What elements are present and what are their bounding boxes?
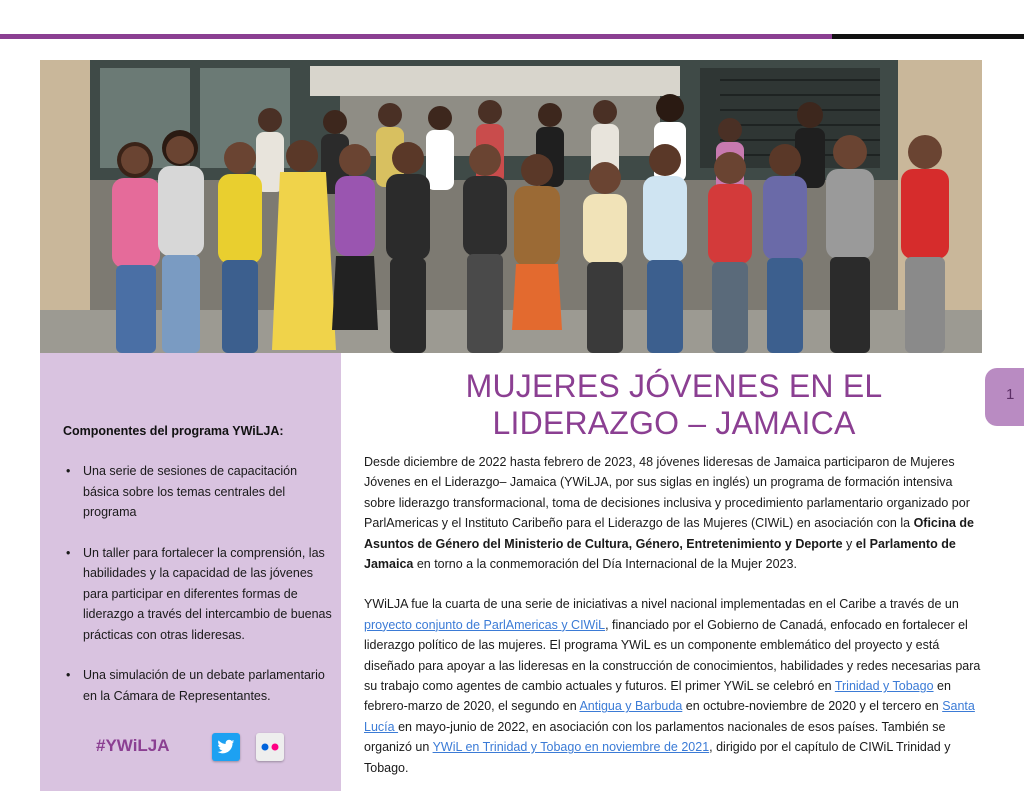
title-line-1: MUJERES JÓVENES EN EL <box>465 368 883 404</box>
link-joint-project[interactable]: proyecto conjunto de ParlAmericas y CIWiL <box>364 617 606 632</box>
page-title <box>372 368 976 442</box>
bullet: • <box>66 464 71 478</box>
page-tab <box>985 368 1024 426</box>
link-santa-lucia[interactable]: Santa Lucía <box>364 699 975 734</box>
link-trinidad-tobago[interactable]: Trinidad y Tobago <box>834 679 934 694</box>
paragraph-context: YWiLJA fue la cuarta de una serie de iniciativas a nivel nacional implementadas en el Caribe a través de un proyecto conjunto de ParlAmericas y CIWiL, financiado por el Gobierno de Canadá, enfocado en fortalecer el liderazgo político de las mujeres. El programa YWiL es un componente emblemático del proyecto y está diseñado para apoyar a las lideresas en la construcción de conocimientos, habilidades y redes necesarias para su trabajo como agentes de cambio actuales y futuros. El primer YWiL se celebró en Trinidad y Tobago en febrero-marzo de 2020, el segundo en Antigua y Barbuda en octubre-noviembre de 2020 y el tercero en Santa Lucía en mayo-junio de 2022, en asociación con los parlamentos nacionales de esos países. También se organizó un YWiL en Trinidad y Tobago en noviembre de 2021, dirigido por el capítulo de CIWiL Trinidad y Tobago. <box>364 597 981 775</box>
bullet: • <box>66 545 71 560</box>
list-item: • Una serie de sesiones de capacitación básica sobre los temas centrales del programa <box>63 461 333 523</box>
link-antigua-barbuda[interactable]: Antigua y Barbuda <box>579 699 683 714</box>
hashtag[interactable]: #YWiLJA <box>96 736 170 755</box>
components-list <box>63 461 333 726</box>
sidebar-title: Componentes del programa YWiLJA: <box>63 424 284 438</box>
twitter-icon[interactable] <box>212 733 240 761</box>
list-item: • Una simulación de un debate parlamentario en la Cámara de Representantes. <box>63 665 333 706</box>
article-body <box>364 452 984 798</box>
bullet: • <box>66 668 71 682</box>
list-item: • Un taller para fortalecer la comprensión, las habilidades y la capacidad de las jóvenes para participar en diferentes formas de liderazgo a través del intercambio de buenas prácticas con otras lideresas. <box>63 543 333 646</box>
top-accent-bar <box>0 34 832 39</box>
paragraph-intro: Desde diciembre de 2022 hasta febrero de 2023, 48 jóvenes lideresas de Jamaica participaron de Mujeres Jóvenes en el Liderazgo– Jamaica (YWiLJA, por sus siglas en inglés) un programa de formación intensiva sobre liderazgo transformacional, toma de decisiones inclusiva y procedimiento parlamentario organizado por ParlAmericas y el Instituto Caribeño para el Liderazgo de las Mujeres (CIWiL) en asociación con la Oficina de Asuntos de Género del Ministerio de Cultura, Género, Entretenimiento y Deporte y el Parlamento de Jamaica en torno a la conmemoración del Día Internacional de la Mujer 2023. <box>364 455 974 572</box>
top-black-bar <box>832 34 1024 39</box>
group-photo <box>40 60 982 353</box>
title-line-2: LIDERAZGO – JAMAICA <box>492 405 856 441</box>
link-ywil-trinidad-2021[interactable]: YWiL en Trinidad y Tobago en noviembre de 2021 <box>432 740 710 755</box>
flickr-icon[interactable] <box>256 733 284 761</box>
page-number: 1 <box>1006 386 1015 403</box>
group-photo-illustration <box>40 60 982 353</box>
program-components-sidebar <box>40 353 341 791</box>
